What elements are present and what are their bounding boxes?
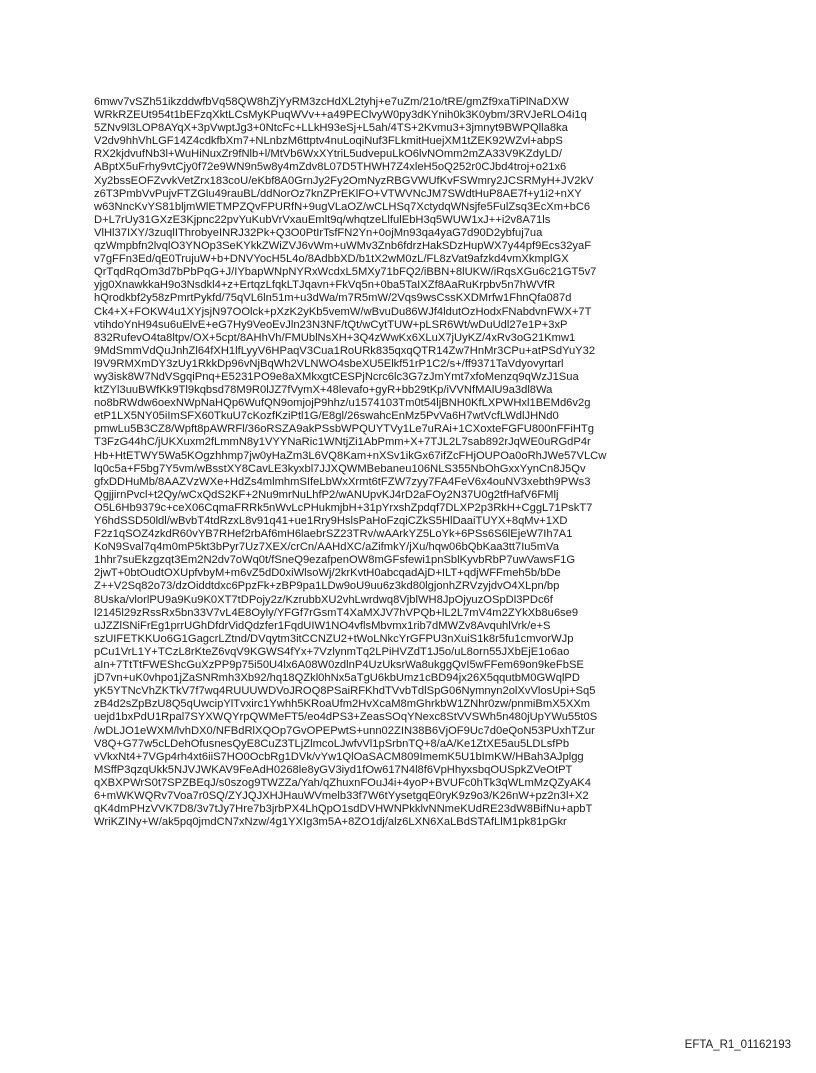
encoded-text-line: WriKZINy+W/ak5pq0jmdCN7xNzw/4g1YXIg3m5A+8ZO1dj/alz6LXN6XaLBdSTAfLlM1pk81pGkr [94, 816, 567, 829]
encoded-text-block [94, 96, 734, 829]
encoded-text-line: O5L6Hb9379c+ceX06CqmaFRRk5nWvLcPHukmjbH+31pYrxshZpdqf7DLXP2p3RkH+CggL71PskT7 [94, 501, 593, 514]
encoded-text-line: WRkRZEUt954t1bEFzqXktLCsMyKPuqWVv++a49PEClvyW0py3dKYnih0k3K0ybm/3RVJeRLO4i1q [94, 109, 587, 122]
encoded-text-line: Y6hdSSD50ldl/wBvbT4tdRzxL8v91q41+ue1Rry9HslsPaHoFzqiCZkS5HlDaaiTUYX+8qMv+1XD [94, 515, 568, 527]
encoded-text-line: Ck4+X+FOKW4u1XYjsjN97OOlck+pXzK2yKb5vemW/wBvuDu86WJf4ldutOzHodxFNabdvnFWX+7T [94, 305, 592, 318]
encoded-text-line: QgjjirnPvcl+t2Qy/wCxQdS2KF+2Nu9mrNuLhfP2/wANUpvKJ4rD2aFOy2N37U0g2tfHafV6FMlj [94, 488, 559, 501]
encoded-text-line: no8bRWdw6oexNWpNaHQp6WufQN9omjojP9hhz/u1574103Tm0t54ljBNH0KfLXPWHxl1BEMd6v2g [94, 397, 591, 410]
encoded-text-line: v7gFFn3Ed/qE0TrujuW+b+DNVYocH5L4o/8AdbbXD/b1tX2wM0zL/FL8zVat9afzkd4vmXkmplGX [94, 253, 569, 266]
encoded-text-line: w63NncKvYS81bljmWlETMPZQvFPURfN+9ugVLaOZ/wCLHSq7XctydqWNsjfe5FulZsq3EcXm+bC6 [94, 200, 591, 213]
encoded-text-line: 2jwT+0btOudtOXUpfvbyM+m6vZ5dD0xiWlsoWj/2krKvtH0abcqadAjD+ILT+qdjWFFmeh5b/bDe [94, 567, 561, 580]
encoded-text-line: KoN9Sval7q4m0mP5kt3bPyr7Uz7XEX/crCn/AAHdXC/aZifmkY/jXu/hqw06bQbKaa3tt7Iu5mVa [94, 541, 559, 554]
encoded-text-line: gfxDDHuMb/8AAZVzWXe+HdZs4mlmhmSIfeLbWxXrmt6tFZW7zyy7FA4FeV6x4ouNV3xebth9PWs3 [94, 475, 591, 488]
encoded-text-line: qK4dmPHzVVK7D8/3v7tJy7Hre7b3jrbPX4LhQpO1sdDVHWNPkklvNNmeKUdRE23dW8BifNu+apbT [94, 803, 593, 816]
encoded-text-line: MSffP3qzqUkk5NJVJWKAV9FeAdH0268le8yGV3iyd1fOw617N4l8f6VpHhyxsbqOUSpkZVeOtPT [94, 763, 573, 776]
encoded-text-line: yK5YTNcVhZKTkV7f7wq4RUUUWDVoJROQ8PSaiRFKhdTVvbTdlSpG06Nymnyn2olXvVlosUpi+Sq5 [94, 685, 596, 698]
encoded-text-line: jD7vn+uK0vhpo1jZaSNRmh3Xb92/hq18QZkl0hNx5aTgU6kbUmz1cBD94jx26X5qqutbM0GWqlPD [94, 672, 580, 685]
encoded-text-line: 5ZNv9l3LOP8AYqX+3pVwptJg3+0NtcFc+LLkH93eSj+L5ah/4TS+2Kvmu3+3jmnyt9BWPQlla8ka [94, 122, 568, 135]
encoded-text-line: 6mwv7vSZh51ikzddwfbVq58QW8hZjYyRM3zcHdXL2tyhj+e7uZm/21o/tRE/gmZf9xaTiPlNaDXW [94, 96, 569, 108]
encoded-text-line: Xy2bssEOFZvvkVetZrx183coU/eKbf8A0GrnJy2Fy2OmNyzRBGVWUfKvFSWmry2JCSRMyH+JV2kV [94, 174, 594, 187]
encoded-text-line: lq0c5a+F5bg7Y5vm/wBsstXY8CavLE3kyxbl7JJXQWMBebaneu106NLS355NbOhGxxYynCn8J5Qv [94, 462, 586, 475]
encoded-text-line: hQrodkbf2y58zPmrtPykfd/75qVL6ln51m+u3dWa/m7R5mW/2Vqs9wsCssKXDMrfw1FhnQfa087d [94, 292, 572, 305]
encoded-text-line: 6+mWKWQRv7Voa7r0SQ/ZYJQJXHJHauWVmelb33f7W6tYysetgqE0ryK9z9o3/K26nW+pz2n3l+X2 [94, 789, 589, 802]
encoded-text-line: yjg0XnawkkaH9o3Nsdkl4+z+ErtqzLfqkLTJqavn+FkVq5n+0ba5TaIXZf8AaRuKrpbv5n7hWVfR [94, 279, 556, 292]
encoded-text-line: 8Uska/vlorlPU9a9Ku9K0XT7tDPojy2z/KzrubbXU2vhLwrdwq8VjblWH8JpOjyuzOSpDl3PDc6f [94, 593, 553, 606]
encoded-text-line: szUIFETKKUo6G1GagcrLZtnd/DVqytm3itCCNZU2+tWoLNkcYrGFPU3nXuiS1k8r5fu1cmvorWJp [94, 632, 574, 645]
encoded-text-line: z6T3PmbVvPujvFTZGlu49rauBL/ddNorOz7knZPrEKlFO+VTWVNcJM7SWdtHuP8AE7f+y1i2+nXY [94, 187, 582, 200]
encoded-text-line: l2145l29zRssRx5bn33V7vL4E8Oyly/YFGf7rGsmT4XaMXJV7hVPQb+lL2L7mV4m2ZYkXb8u6se9 [94, 606, 579, 619]
encoded-text-line: l9V9RMXmDY3zUy1RkkDp96vNjBqWh2VLNWO4sbeXU5Elkf51rP1C2/s+/ff9371TaVdyovyrtarl [94, 357, 564, 370]
encoded-text-line: 1hhr7suEkzgzqt3Em2N2dv7oWq0t/fSneQ9ezafpenOW8mGFsfewi1pnSblKyvbRbP7uwVawsF1G [94, 554, 576, 567]
encoded-text-line: T3FzG44hC/jUKXuxm2fLmmN8y1VYYNaRic1WNtjZi1AbPmm+X+7TJL2L7sab892rJqWE0uRGdP4r [94, 436, 591, 449]
encoded-text-line: uJZZlSNiFrEg1prrUGhDfdrVidQdzfer1FqdUIW1NO4vflsMbvmx1rib7dMWZv8AvquhlVrk/e+S [94, 619, 551, 632]
encoded-text-line: vVkxNt4+7VGp4rh4xt6iiS7HO0OcbRg1DVk/vYw1QlOaSACM809ImemK5U1bImKW/HBah3AJplgg [94, 750, 584, 763]
encoded-text-line: V8Q+G77w5cLDehOfusnesQyE8CuZ3TLjZlmcoLJwfvVl1pSrbnTQ+8/aA/Ke1ZtXE5au5LDLsfPb [94, 737, 570, 750]
encoded-text-line: qXBXPWrS0t7SPZBEqJ/s0szog9TWZZa/Yah/qZhuxnFOuJ4i+4yoP+BVUFc0hTk3qWLmMzQZyAK4 [94, 776, 591, 789]
encoded-text-line: VlHl37IXY/3zuqlIThrobyeINRJ32Pk+Q3O0PtIrTsfFN2Yn+0ojMn93qa4yaG7d90D2ybfuj7ua [94, 226, 543, 239]
encoded-text-line: F2z1qSOZ4zkdR60vYB7RHef2rbAf6mH6laebrSZ23TRv/wAArkYZ5LoYk+6PSs6S6lEjeW7Ih7A1 [94, 528, 573, 541]
encoded-text-line: ktZYl3uuBWfKk9Tl9kqbsd78M9R0lJZ7fVymX+48levafo+gyR+bb29tKp/iVVNfMAlU9a3dl8Wa [94, 384, 553, 397]
encoded-text-line: uejd1bxPdU1Rpal7SYXWQYrpQWMeFT5/eo4dPS3+ZeasSOqYNexc8StVVSWh5n480jUpYWu55t0S [94, 711, 598, 724]
encoded-text-line: pmwLu5B3CZ8/Wpft8pAWRFl/36oRSZA9akPSsbWPQUYTVy1Le7uRAi+1CXoxteFGFU800nFFiHTg [94, 423, 594, 436]
encoded-text-line: V2dv9hhVhLGF14Z4cdkfbXm7+NLnbzM6ttptv4nuLoqiNuf3FLkmitHuejXM1tZEK92WZvl+abpS [94, 135, 563, 148]
encoded-text-line: ABptX5uFrhy9vtCjy0f72e9WN9n5w8y4mZdv8L07D5THWH7Z4xleH5oQ252r0CJbd4troj+o21x6 [94, 161, 567, 174]
encoded-text-line: RX2kjdvufNb3l+WuHiNuxZr9fNlb+l/MtVb6WxXYtriL5udvepuLkO6lvNOmm2mZA33V9KZdyLD/ [94, 148, 562, 161]
encoded-text-line: etP1LX5NY05iImSFX60TkuU7cKozfKziPtl1G/E8gl/26swahcEnMz5PvVa6H7wtVcfLWdlJHNd0 [94, 410, 559, 423]
encoded-text-line: Z++V2Sq82o73/dzOiddtdxc6PpzFk+zBP9pa1LDw9oU9uu6z3kd80lgjonhZRVzyjdvO4XLpn/bp [94, 580, 560, 593]
encoded-text-line: /wDLJO1eWXM/lvhDX0/NFBdRlXQOp7GvOPEPwtS+unn02ZIN38B6VjOF9Uc7d0eQoN53PUxhTZur [94, 724, 595, 737]
encoded-text-line: 832RufevO4ta8ltpv/OX+5cpt/8AHhVh/FMUblNsXH+3Q4zWwKx6XLuX7jUyKZ/4xRv3oG21Kmw1 [94, 331, 576, 344]
document-id-stamp: EFTA_R1_01162193 [684, 1039, 791, 1051]
encoded-text-line: D+L7rUy31GXzE3Kjpnc22pvYuKubVrVxauEmlt9q/whqtzeLlfulEbH3q5WUW1xJ++i2v8A71ls [94, 213, 551, 226]
encoded-text-line: wy3isk8W7NdVSgqiPnq+E5231PO9e8aXMkxgtCESPjNcrc6lc3G7zJmYmt7xfoMenzq9qWzJ1Sua [94, 370, 579, 383]
encoded-text-line: qzWmpbfn2lvqlO3YNOp3SeKYkkZWiZVJ6vWm+uWMv3Znb6fdrzHakSDzHupWX7y44pf9Ecs32yaF [94, 240, 592, 253]
encoded-text-line: pCu1VrL1Y+TCzL8rKteZ6vqV9KGWS4fYx+7VzlynmTq2LPiHVZdT1J5o/uL8orn55JXbEjE1o6ao [94, 645, 570, 658]
encoded-text-line: Hb+HtETWY5Wa5KOgzhhmp7jw0yHaZm3L6VQ8Kam+nXSv1ikGx67ifZcFHjOUPOa0oRhJWe57VLCw [94, 449, 607, 462]
encoded-text-line: zB4d2sZpBzU8Q5qUwcipYlTvxirc1Ywhh5KRoaUfm2HvXcaM8mGhrkbW1ZNhr0zw/pnmiBmX5XXm [94, 698, 591, 711]
encoded-text-line: 9MdSmmVdQuJnhZl64fXH1lfLyyV6HPaqV3Cua1RoURk835qxqQTR14Zw7HnMr3CPu+atPSdYuY32 [94, 344, 596, 357]
encoded-text-line: QrTqdRqOm3d7bPbPqG+J/IYbapWNpNYRxWcdxL5MXy71bFQ2/iBBN+8lUKW/iRqsXGu6c21GT5v7 [94, 266, 597, 279]
encoded-text-line: aIn+7TtTtFWEShcGuXzPP9p75i50U4lx6A08W0zdlnP4UzUksrWa8ukggQvI5wFFem69on9keFbSE [94, 659, 584, 672]
encoded-text-line: vtihdoYnH94su6uElvE+eG7Hy9VeoEvJln23N3NF/tQt/wCytTUW+pLSR6Wt/wDuUdl27e1P+3xP [94, 318, 568, 331]
